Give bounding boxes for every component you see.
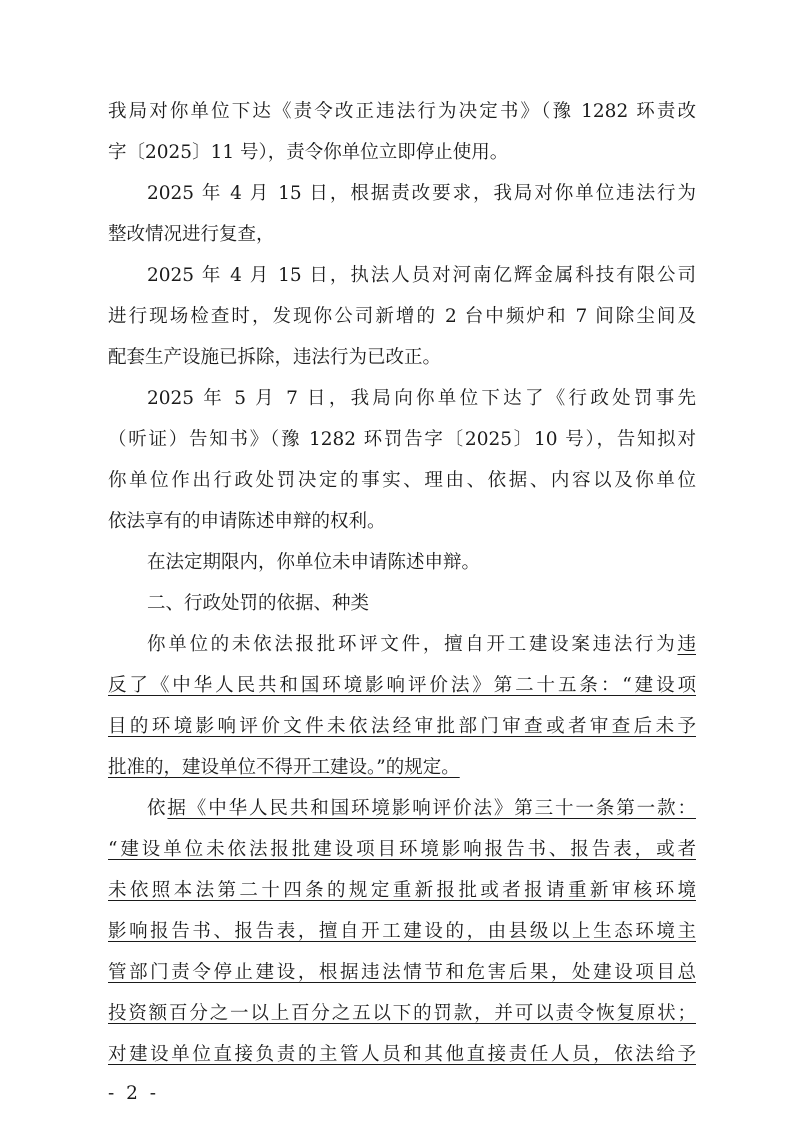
underlined-text-line: 反了《中华人民共和国环境影响评价法》第二十五条：“建设项 <box>108 675 696 696</box>
text-line: 配套生产设施已拆除，违法行为已改正。 <box>108 347 442 368</box>
underlined-text: 批准的，建设单位不得开工建设。”的规定。 <box>108 757 460 778</box>
text-line: 你单位作出行政处罚决定的事实、理由、依据、内容以及你单位 <box>108 470 696 491</box>
underlined-text-line: 投资额百分之一以上百分之五以下的罚款，并可以责令恢复原状； <box>108 1003 696 1024</box>
text-line <box>108 633 696 657</box>
text-line: 2025 年 4 月 15 日，执法人员对河南亿辉金属科技有限公司 <box>147 265 696 286</box>
underlined-text-line: 目的环境影响评价文件未依法经审批部门审查或者审查后未予 <box>108 716 696 737</box>
underlined-text-line: 未依照本法第二十四条的规定重新报批或者报请重新审核环境 <box>108 880 696 901</box>
text-line <box>108 797 696 821</box>
text-line: 2025 年 4 月 15 日，根据责改要求，我局对你单位违法行为 <box>147 183 696 204</box>
text-segment: 依 <box>147 798 168 819</box>
underlined-text-line: 影响报告书、报告表，擅自开工建设的，由县级以上生态环境主 <box>108 921 696 942</box>
text-line: （听证）告知书》（豫 1282 环罚告字〔2025〕10 号），告知拟对 <box>108 429 696 450</box>
text-line: 在法定期限内，你单位未申请陈述申辩。 <box>147 552 481 573</box>
underlined-text-line: “建设单位未依法报批建设项目环境影响报告书、报告表，或者 <box>108 839 696 860</box>
text-segment: 你单位的未依法报批环评文件，擅自开工建设案违法行为 <box>147 634 678 655</box>
text-line: 整改情况进行复查， <box>108 224 275 245</box>
underlined-text: 违 <box>677 634 696 655</box>
text-line: 依法享有的申请陈述申辩的权利。 <box>108 511 386 532</box>
text-line: 进行现场检查时，发现你公司新增的 2 台中频炉和 7 间除尘间及 <box>108 306 696 327</box>
underlined-text-line: 管部门责令停止建设，根据违法情节和危害后果，处建设项目总 <box>108 962 696 983</box>
underlined-text-line: 对建设单位直接负责的主管人员和其他直接责任人员，依法给予 <box>108 1044 696 1065</box>
text-line: 字〔2025〕11 号），责令你单位立即停止使用。 <box>108 142 509 163</box>
text-line: 2025 年 5 月 7 日，我局向你单位下达了《行政处罚事先 <box>147 388 696 409</box>
underlined-text: 据《中华人民共和国环境影响评价法》第三十一条第一款： <box>167 798 696 819</box>
text-line: 我局对你单位下达《责令改正违法行为决定书》（豫 1282 环责改 <box>108 101 696 122</box>
underlined-text-line <box>108 756 696 780</box>
page-number: - 2 - <box>108 1083 160 1104</box>
section-heading: 二、行政处罚的依据、种类 <box>147 593 370 614</box>
